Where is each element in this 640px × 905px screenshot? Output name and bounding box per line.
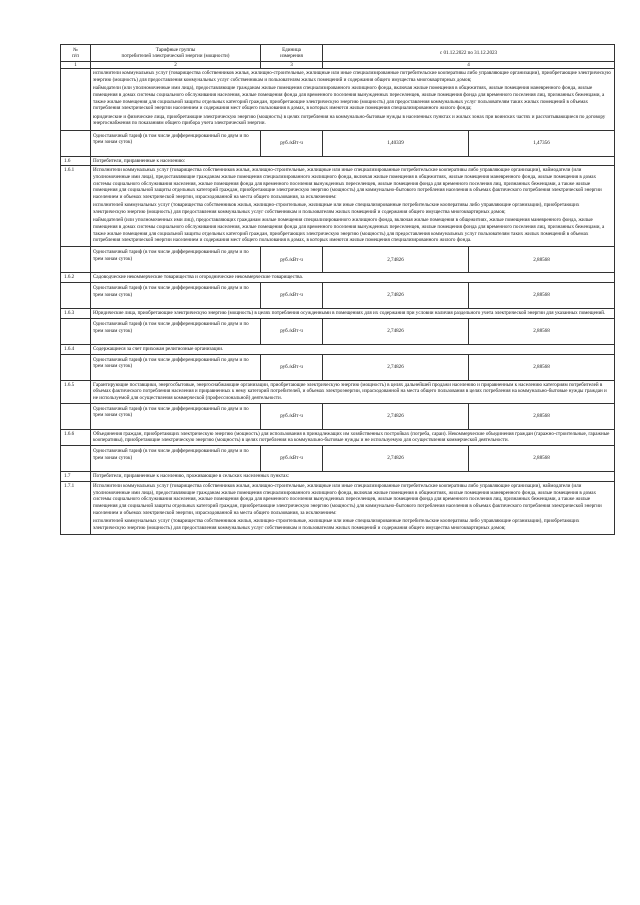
tariff-row	[61, 446, 615, 472]
group-number: 1.6.5	[61, 380, 91, 403]
group-description: Потребители, приравненные к населению:	[91, 156, 615, 166]
tariff-document-page	[60, 44, 614, 535]
tariff-unit: руб./кВт·ч	[261, 446, 323, 472]
tariff-row	[61, 283, 615, 309]
group-paragraph: наймодателей (или уполномоченных ими лиц), предоставляющих гражданам жилые помещения специализированного жилищного фонда, включая жилые помещения в общежитиях, жилые помещения маневренного фонда, жилые помещения в домах системы социального обслуживания населения, жилые помещения фонда для временного поселения вынужденных переселенцев, жилые помещения фонда для временного поселения лиц, признанных беженцами, а также жилые помещения для социальной защиты отдельных категорий граждан, приобретающих электрическую энергию (мощность) для предоставления коммунальных услуг пользователям таких жилых помещений в объемах потребления электрической энергии населением и содержания мест общего пользования в домах, в которых имеются жилые помещения специализированного жилого фонда.	[93, 217, 605, 244]
group-description: Юридические лица, приобретающие электрическую энергию (мощность) в целях потребления осужденными в помещениях для их содержания при условии наличия раздельного учета электрической энергии для указанных помещений.	[91, 309, 615, 319]
group-number: 1.6.3	[61, 309, 91, 319]
group-number: 1.6.1	[61, 166, 91, 247]
tariff-value-h1: 2,74826	[323, 354, 469, 380]
tariff-label: Одноставочный тариф (в том числе дифференцированный по двум и по трем зонам суток)	[91, 130, 261, 156]
tariff-value-h2: 2,88568	[469, 318, 615, 344]
column-index-1: 1	[61, 62, 91, 69]
consumer-group-row	[61, 472, 615, 482]
intro-row	[61, 69, 615, 130]
group-number: 1.6.4	[61, 344, 91, 354]
column-index-4: 4	[323, 62, 615, 69]
consumer-group-row	[61, 309, 615, 319]
tariff-number-cell	[61, 130, 91, 156]
group-number: 1.6	[61, 156, 91, 166]
column-index-3: 3	[261, 62, 323, 69]
tariff-unit: руб./кВт·ч	[261, 318, 323, 344]
tariff-number-cell	[61, 283, 91, 309]
group-description: Объединения граждан, приобретающих электрическую энергию (мощность) для использования в принадлежащих им хозяйственных постройках (погреба, сараи). Некоммерческие объединения граждан (гаражно-строительные, гаражные кооперативы), приобретающие электрическую энергию (мощность) в целях потребления на коммунально-бытовые нужды и не используемую для осуществления коммерческой деятельности.	[91, 429, 615, 445]
tariff-label: Одноставочный тариф (в том числе дифференцированный по двум и по трем зонам суток)	[91, 283, 261, 309]
group-description: Потребители, приравненные к населению, проживающие в сельских населенных пунктах:	[91, 472, 615, 482]
consumer-group-row	[61, 156, 615, 166]
tariff-value-h2: 2,88568	[469, 403, 615, 429]
tariff-number-cell	[61, 318, 91, 344]
tariff-unit: руб./кВт·ч	[261, 403, 323, 429]
group-description: Содержащиеся за счет прихожан религиозные организации.	[91, 344, 615, 354]
tariff-value-h2: 2,88568	[469, 283, 615, 309]
consumer-group-row	[61, 166, 615, 247]
header-period: с 01.12.2022 по 31.12.2023	[323, 45, 615, 62]
tariff-value-h1: 2,74826	[323, 283, 469, 309]
group-paragraph: исполнителей коммунальных услуг (товарищества собственников жилья, жилищно-строительные, жилищные или иные специализированные потребительские кооперативы либо управляющие организации), приобретающих электрическую энергию (мощность) для предоставления коммунальных услуг собственникам и пользователям жилых помещений и содержания общего имущества многоквартирных домов;	[93, 202, 580, 215]
group-paragraph: исполнителей коммунальных услуг (товарищества собственников жилья, жилищно-строительные, жилищные или иные специализированные потребительские кооперативы либо управляющие организации), приобретающих электрическую энергию (мощность) для предоставления коммунальных услуг собственникам и пользователям жилых помещений и содержания общего имущества многоквартирных домов;	[93, 517, 580, 531]
intro-number-cell	[61, 69, 91, 130]
intro-paragraph: исполнители коммунальных услуг (товарищества собственников жилья, жилищно-строительные, жилищные или иные специализированные потребительские кооперативы либо управляющие организации), приобретающие электрическую энергию (мощность) для предоставления коммунальных услуг собственникам и пользователям жилых помещений и содержания общего имущества многоквартирных домов;	[93, 70, 611, 84]
tariff-number-cell	[61, 446, 91, 472]
tariff-value-h2: 2,88568	[469, 247, 615, 273]
tariff-value-h1: 2,74826	[323, 247, 469, 273]
tariff-unit: руб./кВт·ч	[261, 130, 323, 156]
tariff-value-h2: 2,88568	[469, 446, 615, 472]
tariff-value-h2: 1,47356	[469, 130, 615, 156]
tariff-value-h2: 2,88568	[469, 354, 615, 380]
tariff-number-cell	[61, 247, 91, 273]
tariff-unit: руб./кВт·ч	[261, 354, 323, 380]
tariff-value-h1: 2,74826	[323, 403, 469, 429]
tariff-label: Одноставочный тариф (в том числе дифференцированный по двум и по трем зонам суток)	[91, 354, 261, 380]
header-number: № п/п	[61, 45, 91, 62]
tariff-unit: руб./кВт·ч	[261, 247, 323, 273]
group-paragraph: Исполнители коммунальных услуг (товарищества собственников жилья, жилищно-строительные, жилищные или иные специализированные потребительские кооперативы либо управляющие организации), наймодатели (или уполномоченные ими лица), предоставляющие гражданам жилые помещения специализированного жилищного фонда, включая жилые помещения в общежитиях, жилые помещения маневренного фонда, жилые помещения в домах системы социального обслуживания населения, жилые помещения фонда для временного поселения вынужденных переселенцев, жилые помещения фонда для временного поселения лиц, признанных беженцами, а также жилые помещения для социальной защиты отдельных категорий граждан, приобретающие электрическую энергию (мощность) для коммунально-бытового потребления населения в объемах фактического потребления электрической энергии населением и объемах электрической энергии, израсходованной на места общего пользования, за исключением:	[93, 482, 602, 516]
tariff-label: Одноставочный тариф (в том числе дифференцированный по двум и по трем зонам суток)	[91, 318, 261, 344]
tariff-number-cell	[61, 354, 91, 380]
group-number: 1.6.2	[61, 273, 91, 283]
consumer-group-row	[61, 481, 615, 534]
group-description: Садоводческие некоммерческие товарищества и огороднические некоммерческие товарищества.	[91, 273, 615, 283]
tariff-value-h1: 2,74826	[323, 318, 469, 344]
column-index-2: 2	[91, 62, 261, 69]
header-tariff-groups: Тарифные группы потребителей электрической энергии (мощности)	[91, 45, 261, 62]
tariff-row	[61, 403, 615, 429]
consumer-group-row	[61, 344, 615, 354]
table-header-row	[61, 45, 615, 62]
group-number: 1.7	[61, 472, 91, 482]
intro-paragraph: юридические и физические лица, приобретающие электрическую энергию (мощность) в целях потребления на коммунально-бытовые нужды в населенных пунктах и жилых зонах при воинских частях и рассчитывающиеся по договору энергоснабжения по показаниям общего прибора учета электрической энергии.	[93, 113, 606, 127]
intro-paragraph: наймодатели (или уполномоченные ими лица), предоставляющие гражданам жилые помещения специализированного жилищного фонда, включая жилые помещения в общежитиях, жилые помещения маневренного фонда, жилые помещения в домах системы социального обслуживания населения, жилые помещения фонда для временного поселения вынужденных переселенцев, жилые помещения фонда для временного поселения лиц, признанных беженцами, а также жилые помещения для социальной защиты отдельных категорий граждан, приобретающие электрическую энергию (мощность) для предоставления коммунальных услуг пользователям таких жилых помещений в объемах потребления электрической энергии населением и содержания мест общего пользования в домах, в которых имеются жилые помещения специализированного жилого фонда;	[93, 85, 605, 112]
tariff-label: Одноставочный тариф (в том числе дифференцированный по двум и по трем зонам суток)	[91, 446, 261, 472]
tariff-row	[61, 354, 615, 380]
tariff-row	[61, 130, 615, 156]
header-unit: Единица измерения	[261, 45, 323, 62]
tariff-row	[61, 318, 615, 344]
group-paragraph: Исполнители коммунальных услуг (товарищества собственников жилья, жилищно-строительные, жилищные или иные специализированные потребительские кооперативы либо управляющие организации), наймодатели (или уполномоченные ими лица), предоставляющие гражданам жилые помещения специализированного жилищного фонда, включая жилые помещения в общежитиях, жилые помещения маневренного фонда, жилые помещения в домах системы социального обслуживания населения, жилые помещения фонда для временного поселения вынужденных переселенцев, жилые помещения фонда для временного поселения лиц, признанных беженцами, а также жилые помещения для социальной защиты отдельных категорий граждан, приобретающие электрическую энергию (мощность) для коммунально-бытового потребления населения в объемах фактического потребления электрической энергии населением и объемах электрической энергии, израсходованной на места общего пользования, за исключением:	[93, 167, 602, 201]
group-description	[91, 166, 615, 247]
consumer-group-row	[61, 429, 615, 445]
tariff-unit: руб./кВт·ч	[261, 283, 323, 309]
consumer-group-row	[61, 380, 615, 403]
group-description	[91, 481, 615, 534]
group-description: Гарантирующие поставщики, энергосбытовые, энергоснабжающие организации, приобретающие электрическую энергию (мощность) в целях дальнейшей продажи населению и приравненным к населению категориям потребителей в объемах фактического потребления населения и приравненных к нему категорий потребителей, и объемах электроэнергии, израсходованной на места общего пользования в целях потребления на коммунально-бытовые нужды граждан и не используемой для осуществления коммерческой (профессиональной) деятельности.	[91, 380, 615, 403]
tariff-label: Одноставочный тариф (в том числе дифференцированный по двум и по трем зонам суток)	[91, 403, 261, 429]
tariff-table	[60, 44, 615, 535]
tariff-value-h1: 1,40339	[323, 130, 469, 156]
intro-text-cell	[91, 69, 615, 130]
group-number: 1.7.1	[61, 481, 91, 534]
tariff-number-cell	[61, 403, 91, 429]
tariff-row	[61, 247, 615, 273]
group-number: 1.6.6	[61, 429, 91, 445]
column-index-row	[61, 62, 615, 69]
tariff-label: Одноставочный тариф (в том числе дифференцированный по двум и по трем зонам суток)	[91, 247, 261, 273]
tariff-value-h1: 2,74826	[323, 446, 469, 472]
consumer-group-row	[61, 273, 615, 283]
